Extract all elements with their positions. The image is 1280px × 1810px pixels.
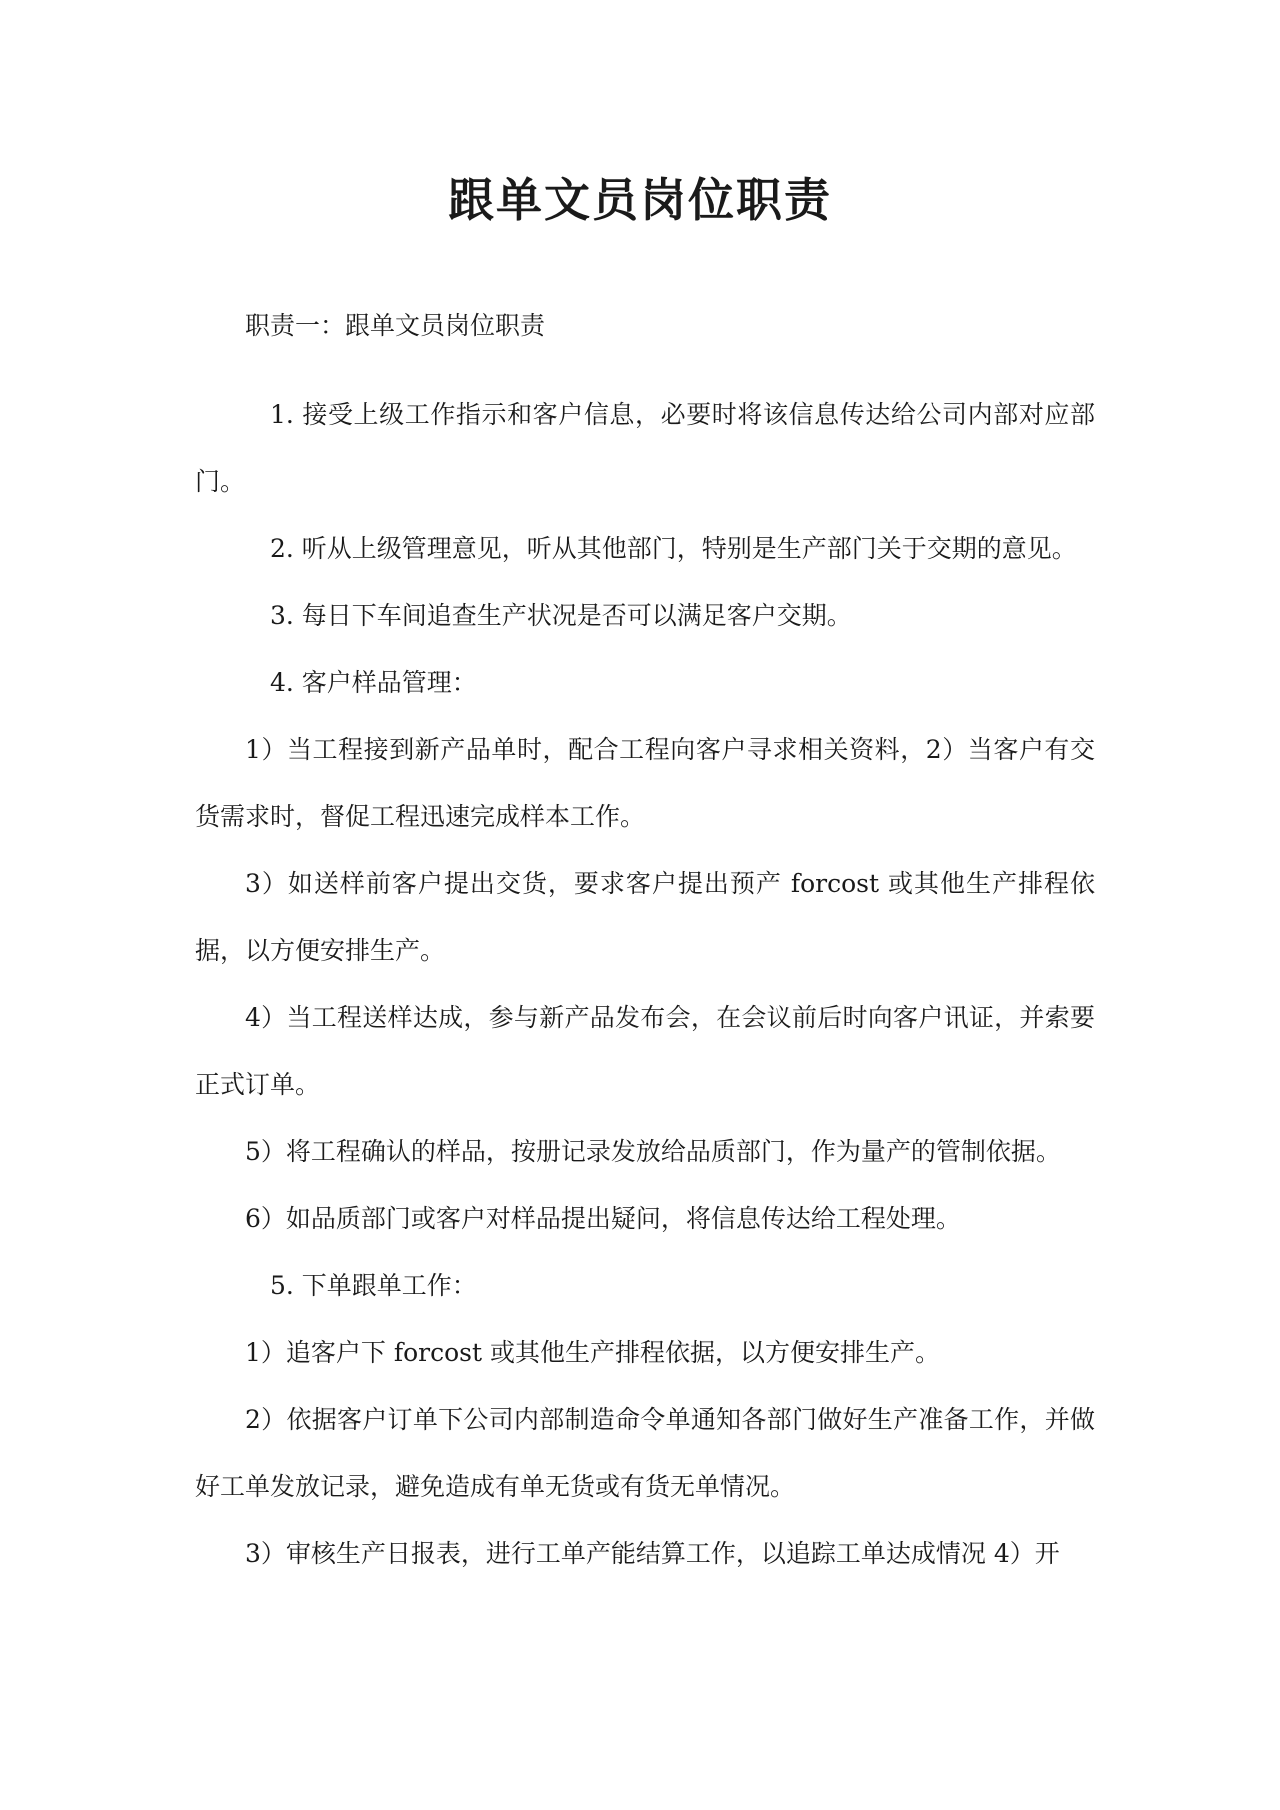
paragraph-item-3: 3. 每日下车间追查生产状况是否可以满足客户交期。 <box>270 601 852 630</box>
section-heading: 职责一：跟单文员岗位职责 <box>245 311 546 340</box>
paragraph-sub-5: 5）将工程确认的样品，按册记录发放给品质部门，作为量产的管制依据。 <box>245 1137 1061 1166</box>
document-body <box>195 292 1095 1587</box>
paragraph-item-4: 4. 客户样品管理： <box>270 668 477 697</box>
paragraph-sub-1-2: 1）当工程接到新产品单时，配合工程向客户寻求相关资料，2）当客户有交货需求时，督促工程迅速完成样本工作。 <box>195 735 1095 831</box>
paragraph-sub-3: 3）如送样前客户提出交货，要求客户提出预产 forcost 或其他生产排程依据，以方便安排生产。 <box>195 869 1095 965</box>
paragraph-item-5: 5. 下单跟单工作： <box>270 1271 477 1300</box>
paragraph-order-3: 3）审核生产日报表，进行工单产能结算工作，以追踪工单达成情况 4）开 <box>245 1539 1060 1568</box>
paragraph-sub-4: 4）当工程送样达成，参与新产品发布会，在会议前后时向客户讯证，并索要正式订单。 <box>195 1003 1095 1099</box>
paragraph-order-2: 2）依据客户订单下公司内部制造命令单通知各部门做好生产准备工作，并做好工单发放记录，避免造成有单无货或有货无单情况。 <box>195 1405 1095 1501</box>
paragraph-order-1: 1）追客户下 forcost 或其他生产排程依据，以方便安排生产。 <box>245 1338 940 1367</box>
document-title: 跟单文员岗位职责 <box>448 173 832 227</box>
paragraph-item-2: 2. 听从上级管理意见，听从其他部门，特别是生产部门关于交期的意见。 <box>270 534 1077 563</box>
paragraph-item-1: 1. 接受上级工作指示和客户信息，必要时将该信息传达给公司内部对应部门。 <box>195 400 1095 496</box>
paragraph-sub-6: 6）如品质部门或客户对样品提出疑问，将信息传达给工程处理。 <box>245 1204 961 1233</box>
